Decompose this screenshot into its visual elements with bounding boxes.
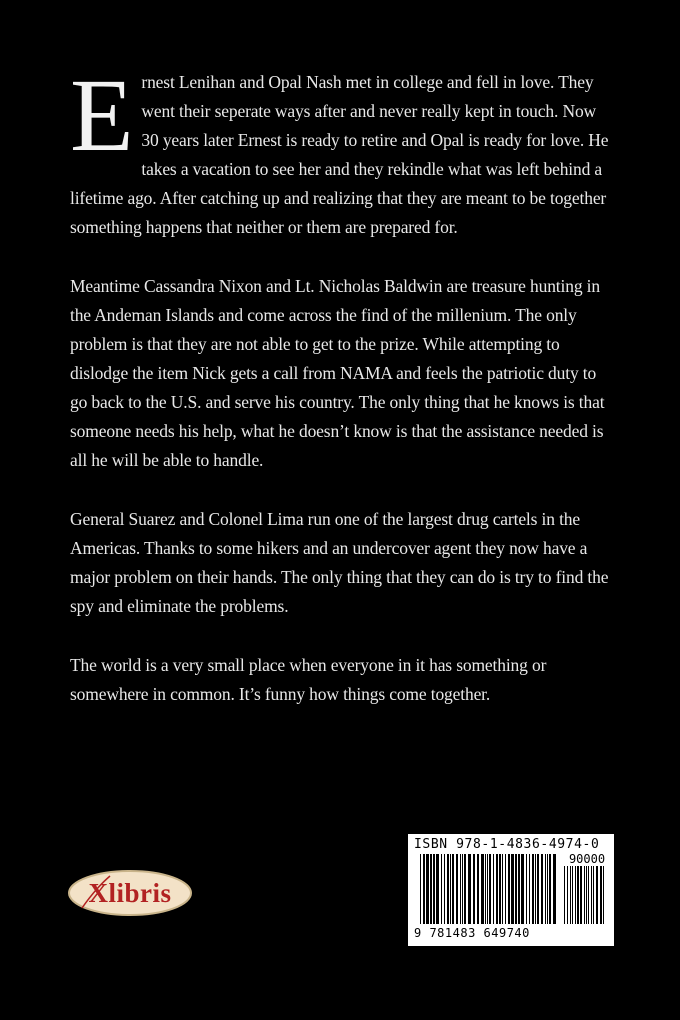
barcode-bar: [549, 854, 551, 924]
blurb-paragraph-4: The world is a very small place when everyone in it has something or somewhere in common. It’s funny how things come together.: [70, 655, 547, 704]
barcode-bar: [526, 854, 527, 924]
barcode-bar: [508, 854, 510, 924]
barcode-bar: [567, 866, 568, 924]
barcode-bar: [441, 854, 442, 924]
barcode-bar: [473, 854, 475, 924]
barcode-bar: [485, 854, 486, 924]
barcode-bar: [537, 854, 539, 924]
barcode-bar: [580, 866, 582, 924]
barcode-bar: [545, 854, 546, 924]
barcode-bar: [430, 854, 432, 924]
barcode-bar: [532, 854, 534, 924]
barcode-bar: [603, 866, 604, 924]
barcode-bar: [596, 866, 598, 924]
barcode-bar: [570, 866, 571, 924]
barcode-bar: [586, 866, 587, 924]
barcode-bar: [462, 854, 463, 924]
blurb-paragraph-1: [70, 58, 612, 242]
ean-digits: 9 781483 649740: [414, 926, 530, 940]
barcode-bar: [511, 854, 514, 924]
barcode-bar: [426, 854, 429, 924]
barcode-bar: [521, 854, 524, 924]
barcode-bar: [591, 866, 592, 924]
barcode-bar: [436, 854, 439, 924]
blurb-paragraph-1-text: rnest Lenihan and Opal Nash met in college and fell in love. They went their seperate ways after and never really kept in touch. Now 30 years later Ernest is ready to retire and Opal is ready for love. He takes a vacation to see her and they rekindle what was left behind a lifetime ago. After catching up and realizing that they are meant to be together something happens that neither or them are prepared for.: [70, 72, 609, 237]
addon-barcode-bars: [564, 866, 608, 924]
barcode-bar: [547, 854, 548, 924]
barcode-bar: [499, 854, 501, 924]
barcode-bar: [420, 854, 421, 924]
barcode-bar: [553, 854, 556, 924]
barcode-bar: [518, 854, 520, 924]
barcode-bar: [447, 854, 449, 924]
isbn-label: ISBN 978-1-4836-4974-0: [414, 837, 600, 852]
barcode-bar: [464, 854, 466, 924]
barcode-bar: [423, 854, 425, 924]
barcode-bar: [487, 854, 488, 924]
ean-barcode-bars: [420, 854, 558, 924]
blurb-paragraph-2: Meantime Cassandra Nixon and Lt. Nicholas Baldwin are treasure hunting in the Andeman Islands and come across the find of the millenium. The only problem is that they are not able to get to the prize. While attempting to dislodge the item Nick gets a call from NAMA and feels the patriotic duty to go back to the U.S. and serve his country. The only thing that he knows is that someone needs his help, what he doesn’t know is that the assistance needed is all he will be able to handle.: [70, 276, 605, 470]
publisher-logo: [66, 868, 194, 918]
barcode-bar: [564, 866, 565, 924]
publisher-name: Xlibris: [88, 877, 172, 908]
barcode-bar: [529, 854, 530, 924]
price-addon-digits: 90000: [568, 852, 606, 866]
barcode-bar: [456, 854, 458, 924]
barcode-bar: [489, 854, 491, 924]
barcode-bar: [505, 854, 506, 924]
back-cover-blurb: [70, 58, 612, 739]
barcode-bar: [460, 854, 461, 924]
barcode-bar: [575, 866, 576, 924]
barcode-bar: [577, 866, 579, 924]
barcode-bar: [477, 854, 479, 924]
blurb-paragraph-3: General Suarez and Colonel Lima run one of the largest drug cartels in the Americas. Thanks to some hikers and an undercover agent they now have a major problem on their hands. The only thing that they can do is try to find the spy and eliminate the problems.: [70, 509, 609, 616]
barcode-bar: [535, 854, 536, 924]
barcode-bar: [481, 854, 484, 924]
barcode-bar: [468, 854, 471, 924]
barcode-bar: [593, 866, 594, 924]
barcode-bar: [572, 866, 573, 924]
barcode-bar: [541, 854, 543, 924]
barcode-bar: [600, 866, 602, 924]
isbn-barcode: [408, 834, 614, 946]
barcode-bar: [450, 854, 451, 924]
barcode-bar: [502, 854, 503, 924]
drop-cap: E: [70, 58, 134, 173]
barcode-bar: [588, 866, 589, 924]
barcode-bar: [452, 854, 454, 924]
barcode-area: [414, 852, 608, 940]
barcode-bar: [444, 854, 445, 924]
barcode-bar: [584, 866, 585, 924]
barcode-bar: [515, 854, 517, 924]
barcode-bar: [433, 854, 435, 924]
barcode-bar: [493, 854, 494, 924]
barcode-bar: [496, 854, 498, 924]
